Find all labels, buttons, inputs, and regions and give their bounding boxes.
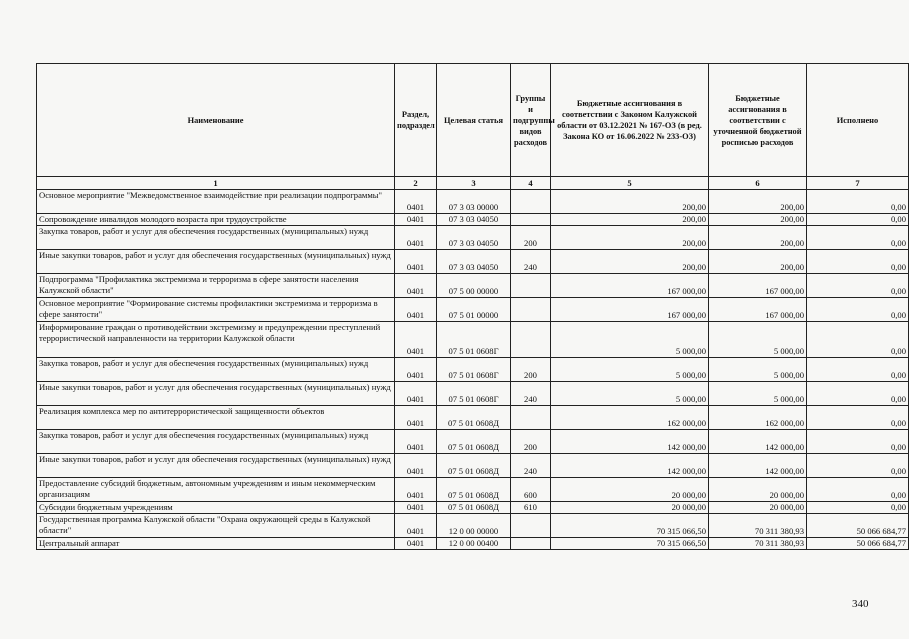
row-section: 0401 [395,406,437,430]
row-budget-law: 20 000,00 [551,502,709,514]
row-executed: 0,00 [807,274,909,298]
table-row [37,478,909,502]
row-article: 07 5 01 0608Г [437,322,511,358]
row-executed: 0,00 [807,406,909,430]
row-section: 0401 [395,358,437,382]
row-budget-law: 200,00 [551,190,709,214]
row-article: 07 5 01 0608Г [437,382,511,406]
row-budget-law: 200,00 [551,214,709,226]
row-group: 200 [511,358,551,382]
row-article: 12 0 00 00400 [437,538,511,550]
row-name: Основное мероприятие "Межведомственное взаимодействие при реализации подпрограммы" [37,190,395,214]
row-budget-list: 20 000,00 [709,502,807,514]
row-group: 200 [511,226,551,250]
table-row [37,514,909,538]
header-article: Целевая статья [437,64,511,177]
row-budget-law: 5 000,00 [551,382,709,406]
row-article: 07 5 01 0608Г [437,358,511,382]
row-budget-law: 200,00 [551,226,709,250]
header-executed: Исполнено [807,64,909,177]
table-row [37,358,909,382]
row-executed: 0,00 [807,382,909,406]
column-number: 7 [807,177,909,190]
row-name: Информирование граждан о противодействии экстремизму и предупреждении преступлений террористической направленности на территории Калужской области [37,322,395,358]
row-name: Предоставление субсидий бюджетным, автономным учреждениям и иным некоммерческим организациям [37,478,395,502]
row-budget-list: 200,00 [709,214,807,226]
row-name: Иные закупки товаров, работ и услуг для обеспечения государственных (муниципальных) нужд [37,454,395,478]
row-name: Субсидии бюджетным учреждениям [37,502,395,514]
row-section: 0401 [395,214,437,226]
table-row [37,274,909,298]
row-budget-law: 167 000,00 [551,274,709,298]
row-name: Закупка товаров, работ и услуг для обеспечения государственных (муниципальных) нужд [37,430,395,454]
table-row [37,250,909,274]
header-group: Группы и подгруппы видов расходов [511,64,551,177]
table-row [37,406,909,430]
row-section: 0401 [395,382,437,406]
row-article: 07 5 01 00000 [437,298,511,322]
row-group: 240 [511,250,551,274]
row-section: 0401 [395,226,437,250]
table-row [37,454,909,478]
row-group [511,514,551,538]
row-article: 07 3 03 04050 [437,226,511,250]
header-name: Наименование [37,64,395,177]
column-number: 4 [511,177,551,190]
row-executed: 50 066 684,77 [807,514,909,538]
row-section: 0401 [395,538,437,550]
row-executed: 0,00 [807,250,909,274]
row-executed: 0,00 [807,430,909,454]
row-executed: 0,00 [807,454,909,478]
row-executed: 0,00 [807,298,909,322]
row-group [511,406,551,430]
table-body [37,190,909,550]
row-executed: 0,00 [807,478,909,502]
row-executed: 0,00 [807,190,909,214]
row-article: 07 5 01 0608Д [437,430,511,454]
column-number: 6 [709,177,807,190]
row-group [511,190,551,214]
row-budget-law: 167 000,00 [551,298,709,322]
row-group: 200 [511,430,551,454]
table-row [37,298,909,322]
row-section: 0401 [395,322,437,358]
table-row [37,322,909,358]
row-article: 07 5 01 0608Д [437,454,511,478]
table-row [37,538,909,550]
row-section: 0401 [395,190,437,214]
row-budget-law: 142 000,00 [551,430,709,454]
row-section: 0401 [395,250,437,274]
table-row [37,226,909,250]
row-name: Подпрограмма "Профилактика экстремизма и терроризма в сфере занятости населения Калужской области" [37,274,395,298]
row-name: Закупка товаров, работ и услуг для обеспечения государственных (муниципальных) нужд [37,358,395,382]
row-name: Центральный аппарат [37,538,395,550]
row-budget-list: 200,00 [709,250,807,274]
row-article: 07 3 03 04050 [437,250,511,274]
row-budget-list: 5 000,00 [709,358,807,382]
column-number: 3 [437,177,511,190]
row-group [511,298,551,322]
row-group: 240 [511,382,551,406]
row-budget-list: 70 311 380,93 [709,514,807,538]
row-article: 12 0 00 00000 [437,514,511,538]
row-budget-law: 70 315 066,50 [551,538,709,550]
row-budget-list: 167 000,00 [709,298,807,322]
row-article: 07 5 01 0608Д [437,406,511,430]
row-budget-list: 5 000,00 [709,322,807,358]
row-group: 610 [511,502,551,514]
column-number: 2 [395,177,437,190]
row-article: 07 3 03 00000 [437,190,511,214]
row-budget-law: 20 000,00 [551,478,709,502]
row-budget-law: 200,00 [551,250,709,274]
table-row [37,430,909,454]
table-row [37,502,909,514]
row-group [511,274,551,298]
row-section: 0401 [395,430,437,454]
row-budget-list: 162 000,00 [709,406,807,430]
header-budget-list: Бюджетные ассигнования в соответствии с уточненной бюджетной росписью расходов [709,64,807,177]
row-executed: 0,00 [807,322,909,358]
row-group [511,322,551,358]
row-name: Основное мероприятие "Формирование системы профилактики экстремизма и терроризма в сфере занятости" [37,298,395,322]
row-name: Иные закупки товаров, работ и услуг для обеспечения государственных (муниципальных) нужд [37,250,395,274]
table-row [37,382,909,406]
row-executed: 50 066 684,77 [807,538,909,550]
row-budget-list: 142 000,00 [709,430,807,454]
row-budget-list: 167 000,00 [709,274,807,298]
row-budget-law: 142 000,00 [551,454,709,478]
row-section: 0401 [395,274,437,298]
row-group [511,214,551,226]
row-budget-list: 20 000,00 [709,478,807,502]
row-budget-law: 5 000,00 [551,322,709,358]
row-section: 0401 [395,514,437,538]
row-executed: 0,00 [807,502,909,514]
column-number: 1 [37,177,395,190]
row-executed: 0,00 [807,214,909,226]
row-section: 0401 [395,454,437,478]
row-name: Сопровождение инвалидов молодого возраста при трудоустройстве [37,214,395,226]
page-number: 340 [852,598,869,610]
row-article: 07 5 01 0608Д [437,502,511,514]
row-executed: 0,00 [807,358,909,382]
row-budget-law: 70 315 066,50 [551,514,709,538]
row-name: Иные закупки товаров, работ и услуг для обеспечения государственных (муниципальных) нужд [37,382,395,406]
row-executed: 0,00 [807,226,909,250]
row-budget-law: 5 000,00 [551,358,709,382]
row-budget-list: 5 000,00 [709,382,807,406]
column-number: 5 [551,177,709,190]
row-article: 07 3 03 04050 [437,214,511,226]
row-section: 0401 [395,502,437,514]
row-budget-law: 162 000,00 [551,406,709,430]
row-budget-list: 200,00 [709,226,807,250]
header-section: Раздел, подраздел [395,64,437,177]
header-row [37,64,909,177]
row-article: 07 5 00 00000 [437,274,511,298]
row-budget-list: 142 000,00 [709,454,807,478]
row-article: 07 5 01 0608Д [437,478,511,502]
row-section: 0401 [395,478,437,502]
table-row [37,214,909,226]
header-budget-law: Бюджетные ассигнования в соответствии с Законом Калужской области от 03.12.2021 № 167-ОЗ (в ред. Закона КО от 16.06.2022 № 233-ОЗ) [551,64,709,177]
row-name: Государственная программа Калужской области "Охрана окружающей среды в Калужской области" [37,514,395,538]
row-name: Закупка товаров, работ и услуг для обеспечения государственных (муниципальных) нужд [37,226,395,250]
row-group: 240 [511,454,551,478]
table-row [37,190,909,214]
row-section: 0401 [395,298,437,322]
row-group [511,538,551,550]
row-group: 600 [511,478,551,502]
row-budget-list: 70 311 380,93 [709,538,807,550]
column-number-row [37,177,909,190]
budget-table [36,63,909,550]
row-name: Реализация комплекса мер по антитеррористической защищенности объектов [37,406,395,430]
row-budget-list: 200,00 [709,190,807,214]
